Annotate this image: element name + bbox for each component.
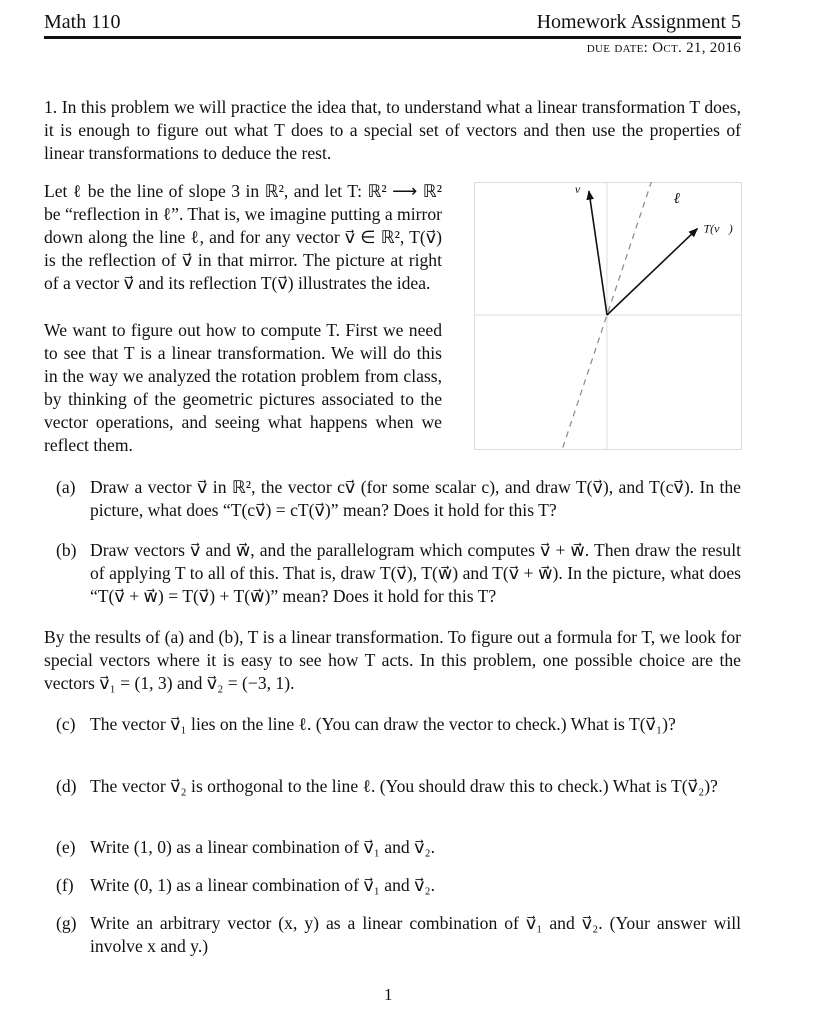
problem-bridge: By the results of (a) and (b), T is a linear transformation. To figure out a formula for T, we look for special vectors where it is easy to see how T acts. In this problem, one possible choice are the vectors v⃗₁ = (1, 3) and v⃗₂ = (−3, 1). <box>44 627 741 693</box>
part-b <box>56 539 741 608</box>
part-text: Write an arbitrary vector (x, y) as a linear combination of v⃗₁ and v⃗₂. (Your answer will involve x and y.) <box>90 913 741 956</box>
page-number: 1 <box>384 985 393 1004</box>
problem-intro-text: In this problem we will practice the idea that, to understand what a linear transformation T does, it is enough to figure out what T does to a special set of vectors and then use the properties of linear transformations to deduce the rest. <box>44 97 741 163</box>
vector-v-arrow <box>589 191 607 315</box>
vector-tv-label: T(v⃗) <box>703 221 733 236</box>
reflection-diagram <box>474 182 742 450</box>
part-text: Draw a vector v⃗ in ℝ², the vector cv⃗ (for some scalar c), and draw T(v⃗), and T(cv⃗). In the picture, what does “T(cv⃗) = cT(v⃗)” mean? Does it hold for this T? <box>90 477 741 520</box>
part-label: (c) <box>56 714 76 734</box>
part-a <box>56 476 741 522</box>
part-text: The vector v⃗₂ is orthogonal to the line ℓ. (You should draw this to check.) What is T(v⃗₂)? <box>90 776 718 796</box>
part-label: (d) <box>56 776 77 796</box>
part-text: Write (1, 0) as a linear combination of v⃗₁ and v⃗₂. <box>90 837 436 857</box>
part-label: (e) <box>56 837 76 857</box>
course-name: Math 110 <box>44 11 121 33</box>
part-d <box>56 775 741 798</box>
part-text: Write (0, 1) as a linear combination of v⃗₁ and v⃗₂. <box>90 875 436 895</box>
diagram-frame <box>475 183 742 450</box>
vector-tv-arrow <box>607 229 697 315</box>
due-date-label: due date: <box>586 40 649 56</box>
problem-motivation: We want to figure out how to compute T. First we need to see that T is a linear transformation. We will do this in the way we analyzed the rotation problem from class, by thinking of the geometric pictures associated to the vector operations, and seeing what happens when we reflect them. <box>44 320 442 455</box>
assignment-title: Homework Assignment 5 <box>536 11 741 33</box>
part-label: (b) <box>56 540 77 560</box>
part-c <box>56 713 741 736</box>
vector-v-label: v⃗ <box>574 182 590 197</box>
part-g <box>56 912 741 958</box>
problem-number: 1. <box>44 97 58 117</box>
due-date-value: Oct. 21, 2016 <box>652 40 741 56</box>
part-text: Draw vectors v⃗ and w⃗, and the parallelogram which computes v⃗ + w⃗. Then draw the result of applying T to all of this. That is, draw T(v⃗), T(w⃗) and T(v⃗ + w⃗). In the picture, what does “T(v⃗ + w⃗) = T(v⃗) + T(w⃗)” mean? Does it hold for this T? <box>90 540 741 606</box>
part-label: (f) <box>56 875 74 895</box>
part-text: The vector v⃗₁ lies on the line ℓ. (You can draw the vector to check.) What is T(v⃗₁)? <box>90 714 676 734</box>
due-date-line <box>587 40 741 57</box>
part-label: (a) <box>56 477 76 497</box>
problem-setup: Let ℓ be the line of slope 3 in ℝ², and let T: ℝ² ⟶ ℝ² be “reflection in ℓ”. That is, we imagine putting a mirror down along the line ℓ, and for any vector v⃗ ∈ ℝ², T(v⃗) is the reflection of v⃗ in that mirror. The picture at right of a vector v⃗ and its reflection T(v⃗) illustrates the idea. <box>44 181 442 293</box>
part-label: (g) <box>56 913 77 933</box>
part-f <box>56 874 741 897</box>
header-rule <box>44 36 741 39</box>
line-l-label: ℓ <box>673 191 680 207</box>
problem-intro <box>44 96 741 165</box>
part-e <box>56 836 741 859</box>
